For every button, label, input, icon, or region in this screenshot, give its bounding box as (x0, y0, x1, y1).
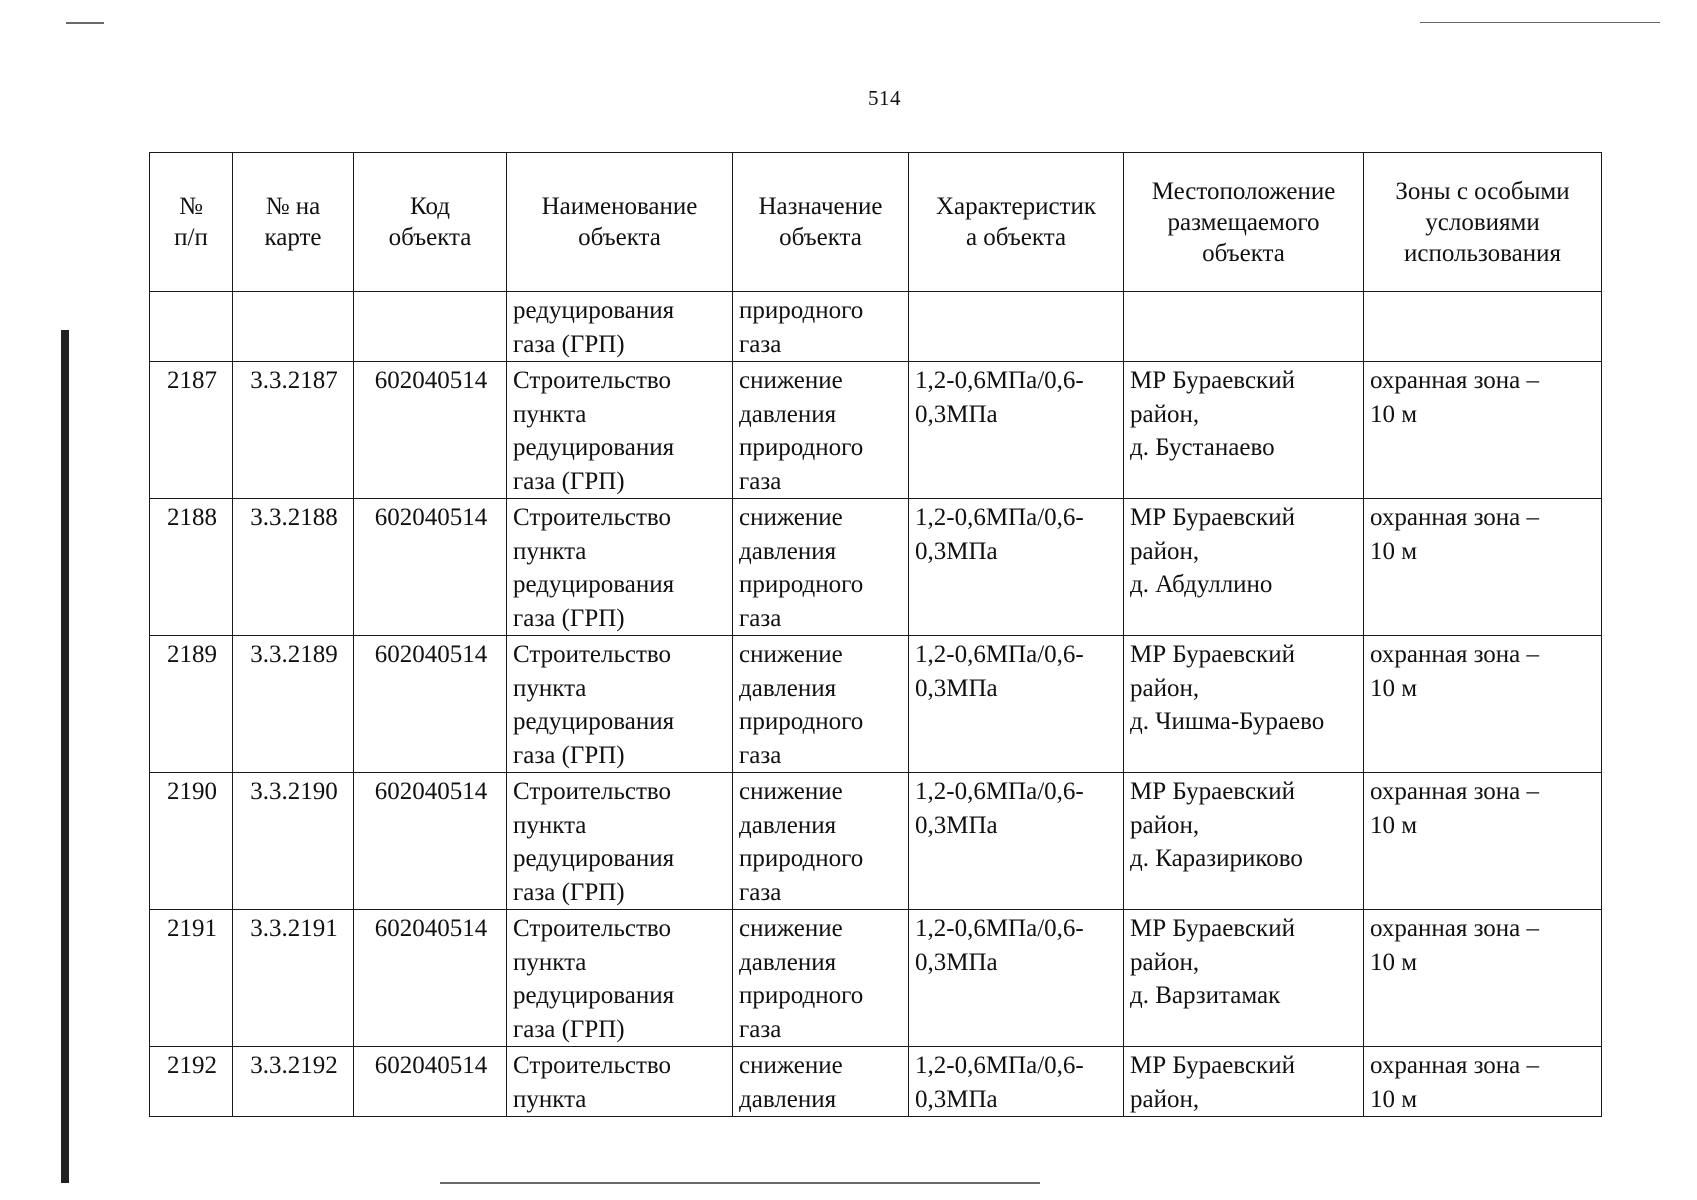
cell-location (1124, 292, 1364, 362)
header-object-name: Наименование объекта (507, 153, 733, 292)
cell-special-zones: охранная зона – 10 м (1364, 1047, 1602, 1117)
cell-num: 2189 (150, 636, 233, 773)
cell-special-zones: охранная зона – 10 м (1364, 910, 1602, 1047)
cell-num: 2188 (150, 499, 233, 636)
cell-special-zones: охранная зона – 10 м (1364, 773, 1602, 910)
cell-object-purpose: снижение давления природного газа (733, 636, 909, 773)
cell-map-number: 3.3.2187 (233, 362, 354, 499)
cell-characteristics: 1,2-0,6МПа/0,6- 0,3МПа (909, 1047, 1124, 1117)
cell-num (150, 292, 233, 362)
cell-special-zones (1364, 292, 1602, 362)
cell-characteristics (909, 292, 1124, 362)
scan-mark-top-right (1420, 22, 1660, 23)
cell-object-purpose: снижение давления (733, 1047, 909, 1117)
cell-num: 2190 (150, 773, 233, 910)
cell-object-name: Строительство пункта (507, 1047, 733, 1117)
cell-object-code: 602040514 (354, 1047, 507, 1117)
table-row (150, 499, 1602, 636)
header-num: № п/п (150, 153, 233, 292)
page-number: 514 (868, 86, 901, 110)
cell-object-purpose: снижение давления природного газа (733, 773, 909, 910)
header-location: Местоположение размещаемого объекта (1124, 153, 1364, 292)
cell-location: МР Бураевский район, д. Бустанаево (1124, 362, 1364, 499)
cell-object-code (354, 292, 507, 362)
header-map-number: № на карте (233, 153, 354, 292)
cell-object-purpose: снижение давления природного газа (733, 362, 909, 499)
cell-num: 2192 (150, 1047, 233, 1117)
cell-object-purpose: природного газа (733, 292, 909, 362)
cell-location: МР Бураевский район, д. Абдуллино (1124, 499, 1364, 636)
cell-object-name: Строительство пункта редуцирования газа (ГРП) (507, 499, 733, 636)
cell-map-number: 3.3.2192 (233, 1047, 354, 1117)
table-row (150, 1047, 1602, 1117)
cell-characteristics: 1,2-0,6МПа/0,6- 0,3МПа (909, 636, 1124, 773)
cell-characteristics: 1,2-0,6МПа/0,6- 0,3МПа (909, 910, 1124, 1047)
cell-object-name: редуцирования газа (ГРП) (507, 292, 733, 362)
cell-characteristics: 1,2-0,6МПа/0,6- 0,3МПа (909, 773, 1124, 910)
continuation-row (150, 292, 1602, 362)
header-special-zones: Зоны с особыми условиями использования (1364, 153, 1602, 292)
header-row (150, 153, 1602, 292)
header-object-characteristics: Характеристик а объекта (909, 153, 1124, 292)
cell-num: 2191 (150, 910, 233, 1047)
cell-map-number: 3.3.2189 (233, 636, 354, 773)
cell-location: МР Бураевский район, д. Каразириково (1124, 773, 1364, 910)
cell-object-code: 602040514 (354, 910, 507, 1047)
scan-mark-top-left (66, 22, 104, 24)
cell-object-name: Строительство пункта редуцирования газа (ГРП) (507, 636, 733, 773)
cell-object-purpose: снижение давления природного газа (733, 499, 909, 636)
table-row (150, 773, 1602, 910)
table-row (150, 636, 1602, 773)
cell-map-number: 3.3.2191 (233, 910, 354, 1047)
cell-map-number: 3.3.2190 (233, 773, 354, 910)
cell-object-purpose: снижение давления природного газа (733, 910, 909, 1047)
cell-object-code: 602040514 (354, 636, 507, 773)
cell-location: МР Бураевский район, д. Варзитамак (1124, 910, 1364, 1047)
cell-object-name: Строительство пункта редуцирования газа (ГРП) (507, 910, 733, 1047)
header-object-purpose: Назначение объекта (733, 153, 909, 292)
cell-num: 2187 (150, 362, 233, 499)
cell-characteristics: 1,2-0,6МПа/0,6- 0,3МПа (909, 362, 1124, 499)
cell-object-code: 602040514 (354, 773, 507, 910)
table-row (150, 910, 1602, 1047)
scan-mark-bottom (440, 1182, 1040, 1184)
scan-mark-left-edge (61, 330, 69, 1183)
cell-special-zones: охранная зона – 10 м (1364, 362, 1602, 499)
cell-location: МР Бураевский район, (1124, 1047, 1364, 1117)
cell-object-code: 602040514 (354, 499, 507, 636)
registry-table (149, 152, 1602, 1117)
cell-special-zones: охранная зона – 10 м (1364, 636, 1602, 773)
cell-characteristics: 1,2-0,6МПа/0,6- 0,3МПа (909, 499, 1124, 636)
cell-map-number: 3.3.2188 (233, 499, 354, 636)
cell-object-name: Строительство пункта редуцирования газа (ГРП) (507, 362, 733, 499)
cell-map-number (233, 292, 354, 362)
header-object-code: Код объекта (354, 153, 507, 292)
cell-special-zones: охранная зона – 10 м (1364, 499, 1602, 636)
table-row (150, 362, 1602, 499)
cell-object-name: Строительство пункта редуцирования газа (ГРП) (507, 773, 733, 910)
cell-location: МР Бураевский район, д. Чишма-Бураево (1124, 636, 1364, 773)
cell-object-code: 602040514 (354, 362, 507, 499)
